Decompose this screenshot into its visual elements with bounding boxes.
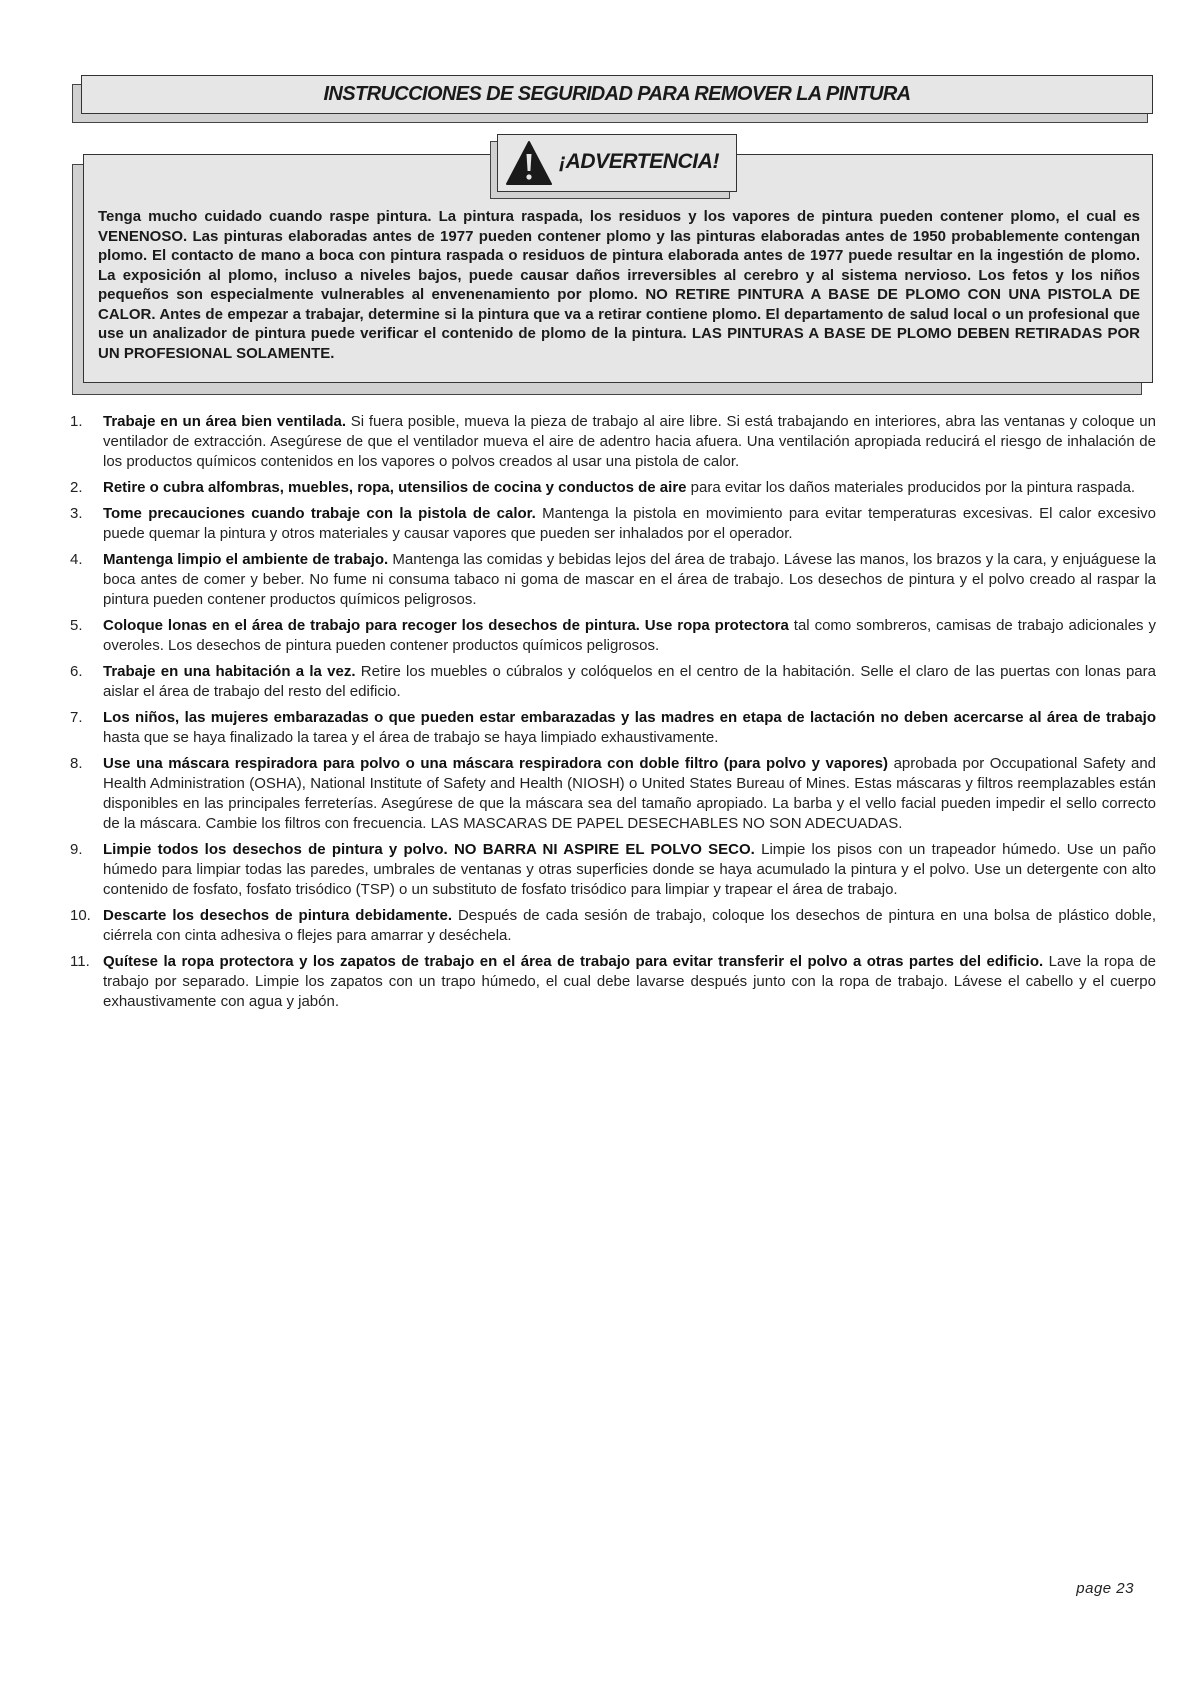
list-item-number: 9.: [70, 841, 83, 858]
list-item-lead: Quítese la ropa protectora y los zapatos de trabajo en el área de trabajo para evitar transferir el polvo a otras partes del edificio.: [103, 953, 1044, 970]
list-item-text: Limpie los pisos con un trapeador húmedo. Use un paño húmedo para limpiar todas las paredes, umbrales de ventanas y otras superficies donde se haya acumulado la pintura y el polvo. Use un detergente con alto contenido de fosfato, fosfato trisódico (TSP) o un substituto de fosfato trisódico para limpiar y trapear el área de trabajo.: [103, 841, 1156, 898]
title-banner: [72, 75, 1153, 122]
list-item-text: aprobada por Occupational Safety and Health Administration (OSHA), National Institute of Safety and Health (NIOSH) o United States Bureau of Mines. Estas máscaras y filtros reemplazables están disponibles en las principales ferreterías. Asegúrese de que la máscara sea del tamaño apropiado. La barba y el vello facial pueden impedir el sello correcto de la máscara. Cambie los filtros con frecuencia. LAS MASCARAS DE PAPEL DESECHABLES NO SON ADECUADAS.: [103, 755, 1157, 832]
list-item-text: Si fuera posible, mueva la pieza de trabajo al aire libre. Si está trabajando en interiores, abra las ventanas y coloque un ventilador de extracción. Asegúrese de que el ventilador mueva el aire de adentro hacia afuera. Una ventilación apropiada reducirá el riesgo de inhalación de los productos químicos contenidos en los vapores o polvos creados al usar una pistola de calor.: [103, 413, 1156, 470]
list-item: [70, 412, 1156, 472]
list-item-text: Después de cada sesión de trabajo, coloque los desechos de pintura en una bolsa de plástico doble, ciérrela con cinta adhesiva o flejes para amarrar y deséchela.: [103, 907, 1156, 944]
list-item-lead: Los niños, las mujeres embarazadas o que pueden estar embarazadas y las madres en etapa de lactación no deben acercarse al área de trabajo: [103, 709, 1156, 726]
list-item-number: 5.: [70, 617, 83, 634]
list-item-text: para evitar los daños materiales producidos por la pintura raspada.: [686, 479, 1136, 496]
list-item: [70, 662, 1156, 702]
list-item-lead: Use una máscara respiradora para polvo o una máscara respiradora con doble filtro (para polvo y vapores): [103, 755, 889, 772]
warning-body: Tenga mucho cuidado cuando raspe pintura. La pintura raspada, los residuos y los vapores de pintura pueden contener plomo, el cual es VENENOSO. Las pinturas elaboradas antes de 1977 pueden contener plomo y las pinturas elaboradas antes de 1950 probablemente contengan plomo. El contacto de mano a boca con pintura raspada o residuos de pintura elaborada antes de 1977 puede resultar en la ingestión de plomo. La exposición al plomo, incluso a niveles bajos, puede causar daños irreversibles al cerebro y al sistema nervioso. Los fetos y los niños pequeños son especialmente vulnerables al envenenamiento por plomo. NO RETIRE PINTURA A BASE DE PLOMO CON UNA PISTOLA DE CALOR. Antes de empezar a trabajar, determine si la pintura que va a retirar contiene plomo. El departamento de salud local o un profesional que use un analizador de pintura puede verificar el contenido de plomo de la pintura. LAS PINTURAS A BASE DE PLOMO DEBEN RETIRADAS POR UN PROFESIONAL SOLAMENTE.: [98, 208, 1140, 362]
list-item-lead: Tome precauciones cuando trabaje con la pistola de calor.: [103, 505, 536, 522]
warning-triangle-icon: [505, 140, 553, 186]
list-item-number: 4.: [70, 551, 83, 568]
list-item-text: hasta que se haya finalizado la tarea y el área de trabajo se haya limpiado exhaustivamente.: [103, 729, 719, 746]
safety-instructions-list: [70, 412, 1156, 1018]
list-item: [70, 906, 1156, 946]
page-number: page 23: [1076, 1580, 1134, 1597]
warning-heading: ¡ADVERTENCIA!: [559, 150, 720, 173]
list-item-text: Mantenga las comidas y bebidas lejos del área de trabajo. Lávese las manos, los brazos y la cara, y enjuáguese la boca antes de comer y beber. No fume ni consuma tabaco ni goma de mascar en el área de trabajo. Los desechos de pintura y el polvo creado al raspar la pintura pueden contener productos químicos peligrosos.: [103, 551, 1156, 608]
list-item: [70, 754, 1156, 834]
list-item: [70, 478, 1156, 498]
warning-tab: [490, 134, 740, 202]
list-item-lead: Mantenga limpio el ambiente de trabajo.: [103, 551, 389, 568]
list-item-text: Lave la ropa de trabajo por separado. Limpie los zapatos con un trapo húmedo, el cual debe lavarse después junto con la ropa de trabajo. Lávese el cabello y el cuerpo exhaustivamente con agua y jabón.: [103, 953, 1156, 1010]
list-item-number: 3.: [70, 505, 83, 522]
list-item-lead: Limpie todos los desechos de pintura y polvo. NO BARRA NI ASPIRE EL POLVO SECO.: [103, 841, 755, 858]
warning-tab-box: [497, 134, 737, 192]
list-item-text: Retire los muebles o cúbralos y colóquelos en el centro de la habitación. Selle el claro de las puertas con lonas para aislar el área de trabajo del resto del edificio.: [103, 663, 1156, 700]
list-item-number: 6.: [70, 663, 83, 680]
list-item-text: tal como sombreros, camisas de trabajo adicionales y overoles. Los desechos de pintura pueden contener productos químicos peligrosos.: [103, 617, 1156, 654]
list-item: [70, 708, 1156, 748]
list-item-lead: Trabaje en un área bien ventilada.: [103, 413, 347, 430]
list-item-number: 2.: [70, 479, 83, 496]
list-item-number: 8.: [70, 755, 83, 772]
list-item-number: 10.: [70, 907, 91, 924]
list-item-lead: Trabaje en una habitación a la vez.: [103, 663, 356, 680]
list-item-number: 1.: [70, 413, 83, 430]
list-item-number: 11.: [70, 953, 90, 970]
list-item-lead: Coloque lonas en el área de trabajo para recoger los desechos de pintura. Use ropa protectora: [103, 617, 789, 634]
list-item: [70, 616, 1156, 656]
page-title: INSTRUCCIONES DE SEGURIDAD PARA REMOVER LA PINTURA: [323, 83, 911, 105]
list-item: [70, 840, 1156, 900]
list-item-number: 7.: [70, 709, 83, 726]
list-item: [70, 952, 1156, 1012]
list-item-lead: Descarte los desechos de pintura debidamente.: [103, 907, 452, 924]
title-banner-box: [81, 75, 1153, 114]
list-item: [70, 504, 1156, 544]
list-item: [70, 550, 1156, 610]
list-item-text: Mantenga la pistola en movimiento para evitar temperaturas excesivas. El calor excesivo puede quemar la pintura y otros materiales y causar vapores que pueden ser inhalados por el operador.: [103, 505, 1156, 542]
list-item-lead: Retire o cubra alfombras, muebles, ropa, utensilios de cocina y conductos de aire: [103, 479, 687, 496]
